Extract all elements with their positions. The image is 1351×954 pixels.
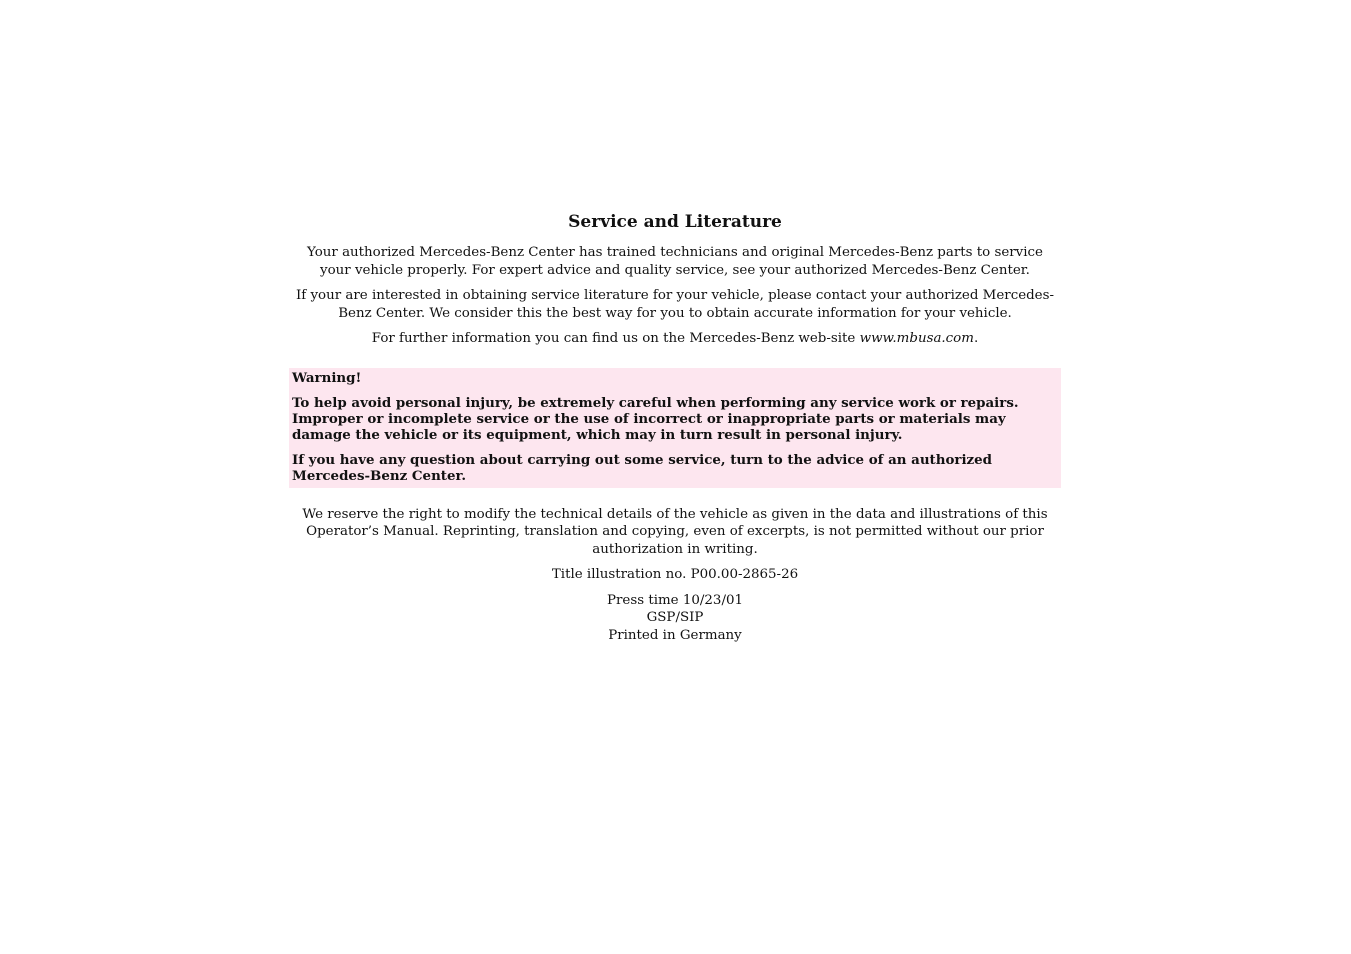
warning-heading: Warning! — [292, 369, 362, 386]
warning-text-advice: If you have any question about carrying out some service, turn to the advice of an authorized Mercedes-Benz Center. — [292, 451, 993, 484]
title-illustration-number: Title illustration no. P00.00-2865-26 — [551, 567, 799, 582]
warning-text-injury: To help avoid personal injury, be extremely careful when performing any service work or repairs. Improper or incomplete service or the use of incorrect or inappropriate parts or materials may damage the vehicle or its equipment, which may in turn result in personal injury. — [292, 394, 1019, 443]
website-paragraph — [289, 330, 1061, 348]
printed-in: Printed in Germany — [608, 627, 742, 643]
document-page — [289, 210, 1061, 644]
warning-box — [289, 368, 1061, 488]
press-time: Press time 10/23/01 — [606, 592, 744, 608]
page-title: Service and Literature — [568, 212, 782, 232]
service-paragraph: Your authorized Mercedes-Benz Center has trained technicians and original Mercedes-Benz parts to service your vehicle properly. For expert advice and quality service, see your authorized Mercedes-Benz Center. — [307, 245, 1043, 278]
website-period: . — [973, 331, 979, 346]
footer-section — [289, 506, 1061, 645]
publication-code: GSP/SIP — [646, 610, 704, 625]
website-text: For further information you can find us on the Mercedes-Benz web-site — [371, 331, 860, 346]
print-info — [289, 592, 1061, 645]
reserve-rights-paragraph: We reserve the right to modify the technical details of the vehicle as given in the data and illustrations of this Operator’s Manual. Reprinting, translation and copying, even of excerpts, is not permitted without our prior authorization in writing. — [302, 506, 1048, 557]
literature-paragraph: If your are interested in obtaining service literature for your vehicle, please contact your authorized Mercedes-Benz Center. We consider this the best way for you to obtain accurate information for your vehicle. — [295, 288, 1055, 321]
website-link[interactable]: www.mbusa.com — [859, 331, 974, 346]
